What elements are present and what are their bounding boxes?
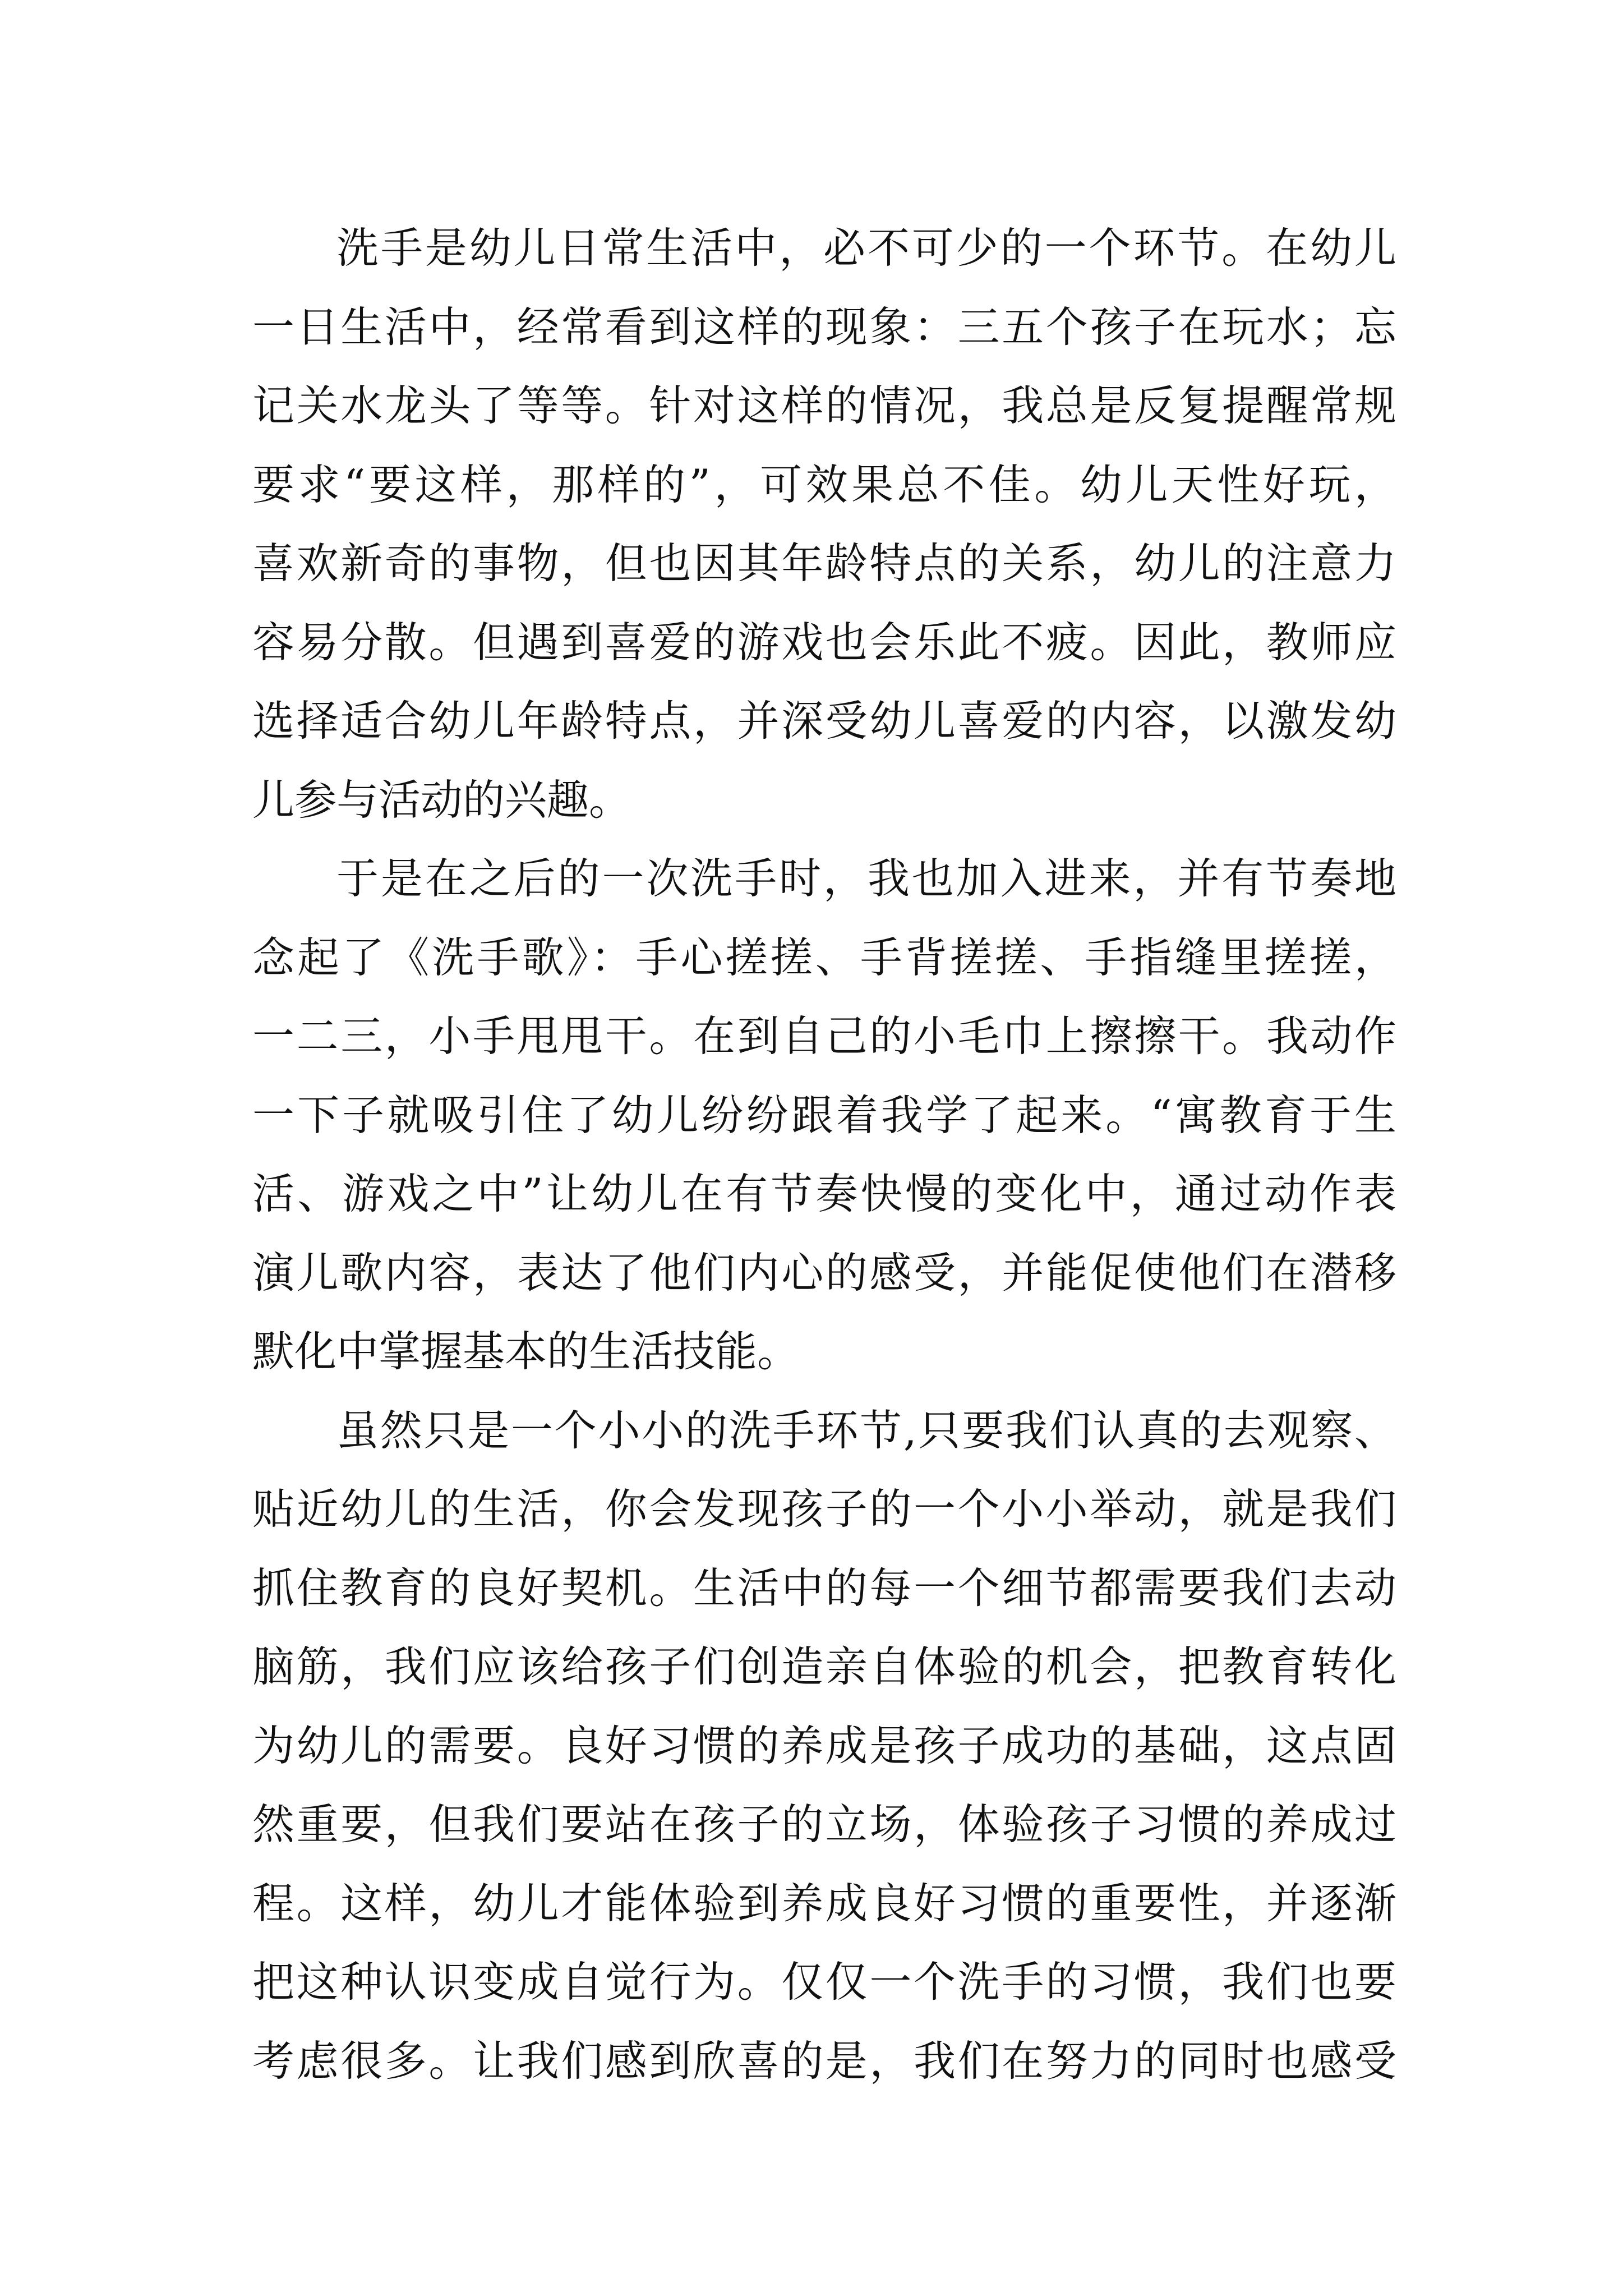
paragraph-2-line-7: 默化中掌握基本的生活技能。 xyxy=(252,1327,800,1376)
paragraph-2-line-5: 活、游戏之中”让幼儿在有节奏快慢的变化中，通过动作表 xyxy=(252,1169,1396,1218)
paragraph-1-line-1: 洗手是幼儿日常生活中，必不可少的一个环节。在幼儿 xyxy=(336,223,1396,273)
paragraph-1-line-5: 喜欢新奇的事物，但也因其年龄特点的关系，幼儿的注意力 xyxy=(252,539,1396,588)
paragraph-3-line-3: 抓住教育的良好契机。生活中的每一个细节都需要我们去动 xyxy=(252,1563,1396,1613)
paragraph-1-line-7: 选择适合幼儿年龄特点，并深受幼儿喜爱的内容，以激发幼 xyxy=(252,696,1396,746)
paragraph-3-line-9: 考虑很多。让我们感到欣喜的是，我们在努力的同时也感受 xyxy=(252,2036,1396,2086)
paragraph-2-line-6: 演儿歌内容，表达了他们内心的感受，并能促使他们在潜移 xyxy=(252,1248,1396,1297)
paragraph-2-line-4: 一下子就吸引住了幼儿纷纷跟着我学了起来。“寓教育于生 xyxy=(252,1090,1396,1140)
paragraph-2-line-1: 于是在之后的一次洗手时，我也加入进来，并有节奏地 xyxy=(336,854,1396,903)
paragraph-3-line-4: 脑筋，我们应该给孩子们创造亲自体验的机会，把教育转化 xyxy=(252,1642,1396,1691)
paragraph-1-line-6: 容易分散。但遇到喜爱的游戏也会乐此不疲。因此，教师应 xyxy=(252,617,1396,667)
body-text xyxy=(252,209,1396,2100)
paragraph-3-line-8: 把这种认识变成自觉行为。仅仅一个洗手的习惯，我们也要 xyxy=(252,1957,1396,2007)
paragraph-2-line-2: 念起了《洗手歌》：手心搓搓、手背搓搓、手指缝里搓搓， xyxy=(252,932,1396,982)
paragraph-1-line-4: 要求“要这样，那样的”，可效果总不佳。幼儿天性好玩， xyxy=(252,459,1396,509)
paragraph-3-line-5: 为幼儿的需要。良好习惯的养成是孩子成功的基础，这点固 xyxy=(252,1720,1396,1770)
paragraph-1-line-3: 记关水龙头了等等。针对这样的情况，我总是反复提醒常规 xyxy=(252,381,1396,430)
paragraph-2-line-3: 一二三，小手甩甩干。在到自己的小毛巾上擦擦干。我动作 xyxy=(252,1011,1396,1061)
paragraph-3-line-6: 然重要，但我们要站在孩子的立场，体验孩子习惯的养成过 xyxy=(252,1800,1396,1849)
paragraph-3-line-7: 程。这样，幼儿才能体验到养成良好习惯的重要性，并逐渐 xyxy=(252,1878,1396,1928)
paragraph-1-line-2: 一日生活中，经常看到这样的现象：三五个孩子在玩水；忘 xyxy=(252,302,1396,352)
paragraph-3-line-2: 贴近幼儿的生活，你会发现孩子的一个小小举动，就是我们 xyxy=(252,1484,1396,1534)
paragraph-3-line-1: 虽然只是一个小小的洗手环节,只要我们认真的去观察、 xyxy=(336,1405,1396,1455)
paragraph-1-line-8: 儿参与活动的兴趣。 xyxy=(252,775,631,825)
